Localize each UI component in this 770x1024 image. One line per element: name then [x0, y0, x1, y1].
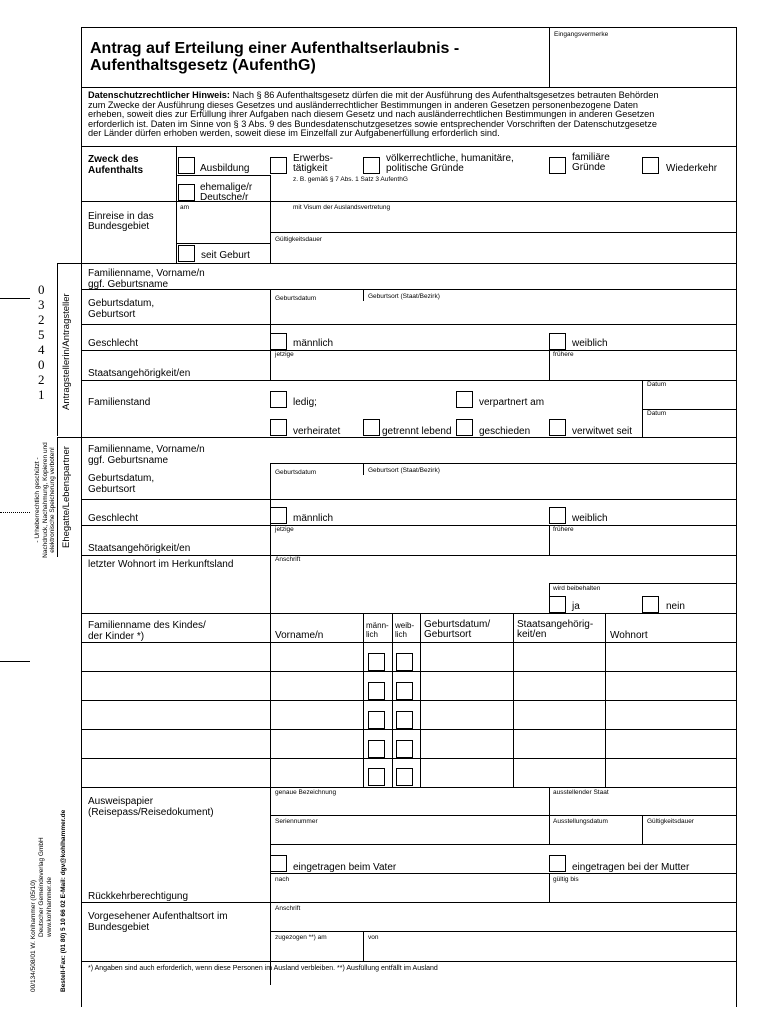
- wird-beibehalten-label: wird beibehalten: [553, 585, 601, 592]
- ledig-checkbox[interactable]: [270, 391, 287, 408]
- applicant-weiblich-checkbox[interactable]: [549, 333, 566, 350]
- form-number-digit: 0: [38, 282, 45, 297]
- getrennt-label: getrennt lebend: [382, 426, 452, 437]
- ledig-label: ledig;: [293, 397, 317, 408]
- ausweis-label: Ausweispapier (Reisepass/Reisedokument): [88, 796, 214, 818]
- row-divider: [81, 613, 737, 614]
- publisher-line: 00/134/508/01 W. Kohlhammer (05/10): [30, 879, 37, 992]
- applicant-jetzige-label: jetzige: [275, 351, 294, 358]
- child-weiblich-checkbox[interactable]: [396, 682, 413, 700]
- fold-mark: [0, 512, 30, 513]
- beibehalten-ja-checkbox[interactable]: [549, 596, 566, 613]
- copyright-line: elektronische Speicherung verboten!: [49, 447, 56, 553]
- datenschutz-text: Nach § 86 Aufenthaltsgesetz dürfen die mit der Ausführung des Aufenthaltsgesetzes betrauten Behörden: [232, 90, 659, 100]
- col-divider: [363, 289, 364, 301]
- form-number-digit: 2: [38, 312, 45, 327]
- ausbildung-label: Ausbildung: [200, 163, 250, 174]
- row-divider: [81, 555, 737, 556]
- spouse-weiblich-label: weiblich: [572, 513, 608, 524]
- datenschutz-text: erforderlich ist. Daten im Sinne von § 3 Abs. 9 des Bundesdatenschutzgesetzes sowie entsprechender Vorschriften der Datenschutzgesetze: [88, 118, 657, 129]
- child-weiblich-col-header: weib- lich: [395, 621, 415, 639]
- child-weiblich-checkbox[interactable]: [396, 711, 413, 729]
- col-divider: [549, 873, 550, 902]
- child-maennlich-checkbox[interactable]: [368, 682, 385, 700]
- col-divider: [270, 787, 271, 985]
- child-maennlich-checkbox[interactable]: [368, 768, 385, 786]
- section-divider: [57, 263, 58, 436]
- spouse-geburtsort-label: Geburtsort (Staat/Bezirk): [368, 467, 440, 474]
- eingangsvermerke-label: Eingangsvermerke: [554, 31, 609, 38]
- publisher-info: [30, 782, 54, 992]
- col-divider: [642, 409, 643, 437]
- punch-mark: [0, 661, 30, 662]
- col-divider: [363, 931, 364, 961]
- datenschutz-text: der Länder dürfen erhoben werden, soweit diese im Einzelfall zur Aufgabenerfüllung erforderlich sind.: [88, 128, 500, 139]
- row-divider: [81, 380, 737, 381]
- row-divider: [176, 175, 271, 176]
- spouse-weiblich-checkbox[interactable]: [549, 507, 566, 524]
- ausstellender-staat-label: ausstellender Staat: [553, 789, 609, 796]
- spouse-maennlich-label: männlich: [293, 513, 334, 524]
- col-divider: [270, 463, 271, 614]
- einreise-am-label: am: [180, 204, 190, 211]
- page-title: [90, 40, 459, 74]
- wiederkehr-label: Wiederkehr: [666, 163, 718, 174]
- row-divider: [81, 289, 737, 290]
- row-divider: [549, 583, 737, 584]
- beibehalten-nein-checkbox[interactable]: [642, 596, 659, 613]
- child-maennlich-col-header: männ- lich: [366, 621, 389, 639]
- voelkerrechtlich-label: völkerrechtliche, humanitäre, politische Gründe: [386, 153, 514, 174]
- col-divider: [549, 350, 550, 381]
- copyright-line: Nachdruck, Nachahmung, Kopieren und: [41, 442, 49, 558]
- form-number-digit: 5: [38, 327, 45, 342]
- einreise-label: Einreise in das Bundesgebiet: [88, 211, 154, 232]
- zugezogen-label: zugezogen **) am: [275, 934, 327, 941]
- bei-mutter-label: eingetragen bei der Mutter: [572, 862, 690, 873]
- row-divider: [270, 873, 737, 874]
- erwerbstaetigkeit-label: Erwerbs- tätigkeit: [293, 153, 334, 174]
- child-vorname-col-header: Vorname/n: [275, 630, 324, 641]
- einreise-gueltigkeit-label: Gültigkeitsdauer: [275, 236, 322, 243]
- seit-geburt-checkbox[interactable]: [178, 245, 195, 262]
- title-line: Aufenthaltsgesetz (AufenthG): [90, 57, 316, 74]
- ausweis-gueltigkeit-label: Gültigkeitsdauer: [647, 818, 694, 825]
- geschieden-label: geschieden: [479, 426, 531, 437]
- col-divider: [642, 380, 643, 410]
- section-divider: [57, 263, 737, 264]
- child-weiblich-checkbox[interactable]: [396, 768, 413, 786]
- eingangsvermerke-divider: [549, 27, 550, 87]
- von-label: von: [368, 934, 379, 941]
- beibehalten-nein-label: nein: [666, 601, 685, 612]
- verpartnert-checkbox[interactable]: [456, 391, 473, 408]
- row-divider: [270, 463, 737, 464]
- publisher-line: Deutscher Gemeindeverlag GmbH: [38, 837, 45, 937]
- form-number-digit: 3: [38, 297, 45, 312]
- copyright-notice: [34, 432, 57, 568]
- child-maennlich-checkbox[interactable]: [368, 653, 385, 671]
- applicant-familienstand-label: Familienstand: [88, 397, 151, 408]
- child-name-col-header: Familienname des Kindes/ der Kinder *): [88, 620, 206, 642]
- visum-label: mit Visum der Auslandsvertretung: [293, 204, 391, 211]
- title-line: Antrag auf Erteilung einer Aufenthaltserlaubnis -: [90, 40, 460, 57]
- row-divider: [270, 815, 737, 816]
- wiederkehr-checkbox[interactable]: [642, 157, 659, 174]
- applicant-name-label: Familienname, Vorname/n ggf. Geburtsname: [88, 268, 205, 290]
- ausbildung-checkbox[interactable]: [178, 157, 195, 174]
- zb-note: z. B. gemäß § 7 Abs. 1 Satz 3 AufenthG: [293, 176, 408, 183]
- child-staat-col-header: Staatsangehörig- keit/en: [517, 619, 594, 640]
- applicant-maennlich-label: männlich: [293, 338, 334, 349]
- form-number: [38, 282, 52, 402]
- row-divider: [81, 525, 737, 526]
- spouse-geschlecht-label: Geschlecht: [88, 513, 139, 524]
- spouse-fruehere-label: frühere: [553, 526, 574, 533]
- order-contact: Bestell-Fax: (01 80) 5 10 66 02 E-Mail: dgv@kohlhammer.de: [60, 809, 67, 992]
- spouse-anschrift-label: Anschrift: [275, 556, 301, 563]
- row-divider: [81, 961, 737, 962]
- child-weiblich-checkbox[interactable]: [396, 740, 413, 758]
- seriennummer-label: Seriennummer: [275, 818, 318, 825]
- child-maennlich-checkbox[interactable]: [368, 711, 385, 729]
- footnote: *) Angaben sind auch erforderlich, wenn diese Personen im Ausland verbleiben. **) Ausfüllung entfällt im Ausland: [88, 965, 438, 972]
- datenschutz-text: zum Zwecke der Ausführung dieses Gesetzes und ausländerrechtlicher Bestimmungen in anderen Gesetzen personenbezogene Daten: [88, 99, 639, 110]
- erwerbstaetigkeit-checkbox[interactable]: [270, 157, 287, 174]
- letzter-wohnort-label: letzter Wohnort im Herkunftsland: [88, 559, 234, 570]
- seit-geburt-label: seit Geburt: [201, 250, 250, 261]
- applicant-staatsang-label: Staatsangehörigkeit/en: [88, 368, 191, 379]
- ehegatte-section-label: Ehegatte/Lebenspartner: [61, 446, 72, 548]
- voelkerrechtlich-checkbox[interactable]: [363, 157, 380, 174]
- child-wohnort-col-header: Wohnort: [610, 630, 648, 641]
- child-maennlich-checkbox[interactable]: [368, 740, 385, 758]
- aufenthaltsort-label: Vorgesehener Aufenthaltsort im Bundesgebiet: [88, 911, 228, 933]
- form-number-digit: 2: [38, 372, 45, 387]
- spouse-name-label: Familienname, Vorname/n ggf. Geburtsname: [88, 444, 205, 466]
- bei-mutter-checkbox[interactable]: [549, 855, 566, 872]
- spouse-jetzige-label: jetzige: [275, 526, 294, 533]
- spouse-geburtsdatum-label: Geburtsdatum: [275, 469, 317, 476]
- section-divider: [81, 437, 82, 557]
- applicant-maennlich-checkbox[interactable]: [270, 333, 287, 350]
- section-divider: [57, 437, 737, 438]
- spouse-maennlich-checkbox[interactable]: [270, 507, 287, 524]
- row-divider: [81, 201, 737, 202]
- gueltig-bis-label: gültig bis: [553, 876, 579, 883]
- row-divider: [81, 787, 737, 788]
- beibehalten-ja-label: ja: [572, 601, 580, 612]
- col-divider: [642, 815, 643, 844]
- row-divider: [81, 324, 737, 325]
- form-number-digit: 1: [38, 387, 45, 402]
- punch-mark: [0, 298, 30, 299]
- zweck-label: Zweck des Aufenthalts: [88, 154, 143, 176]
- applicant-weiblich-label: weiblich: [572, 338, 608, 349]
- col-divider: [270, 176, 271, 263]
- nach-label: nach: [275, 876, 290, 883]
- copyright-line: - Urheberrechtlich geschützt -: [34, 457, 41, 543]
- col-divider: [549, 525, 550, 556]
- beim-vater-label: eingetragen beim Vater: [293, 862, 397, 873]
- datenschutz-text: erheben, soweit dies zur Erfüllung ihrer Aufgaben nach diesem Gesetz und nach ausländerrechtlichen Bestimmungen in anderen Gesetzen: [88, 109, 655, 120]
- applicant-geburtsdatum-label: Geburtsdatum: [275, 295, 317, 302]
- row-divider: [270, 931, 737, 932]
- spouse-geburtsdatum-ort-label: Geburtsdatum, Geburtsort: [88, 473, 155, 495]
- datenschutz-label: Datenschutzrechtlicher Hinweis:: [88, 90, 230, 100]
- row-divider: [270, 232, 737, 233]
- getrennt-checkbox[interactable]: [363, 419, 380, 436]
- form-number-digit: 4: [38, 342, 45, 357]
- ehemalige-deutsche-checkbox[interactable]: [178, 184, 195, 201]
- row-divider: [176, 243, 271, 244]
- publisher-line: www.kohlhammer.de: [46, 877, 53, 937]
- antragsteller-section-label: Antragstellerin/Antragsteller: [61, 293, 72, 410]
- col-divider: [363, 463, 364, 475]
- verpartnert-label: verpartnert am: [479, 397, 545, 408]
- row-divider: [81, 499, 737, 500]
- verheiratet-checkbox[interactable]: [270, 419, 287, 436]
- child-geburt-col-header: Geburtsdatum/ Geburtsort: [424, 619, 491, 640]
- ausstellungsdatum-label: Ausstellungsdatum: [553, 818, 608, 825]
- rueckkehr-label: Rückkehrberechtigung: [88, 891, 189, 902]
- verheiratet-label: verheiratet: [293, 426, 341, 437]
- ehemalige-deutsche-label: ehemalige/r Deutsche/r: [200, 182, 253, 203]
- child-weiblich-checkbox[interactable]: [396, 653, 413, 671]
- row-divider: [81, 902, 737, 903]
- section-divider: [57, 437, 58, 557]
- applicant-geschlecht-label: Geschlecht: [88, 338, 139, 349]
- aufenthaltsort-anschrift-label: Anschrift: [275, 905, 301, 912]
- applicant-datum1-label: Datum: [647, 381, 667, 388]
- familiaere-gruende-checkbox[interactable]: [549, 157, 566, 174]
- verwitwet-checkbox[interactable]: [549, 419, 566, 436]
- applicant-geburtsdatum-ort-label: Geburtsdatum, Geburtsort: [88, 298, 155, 320]
- applicant-geburtsort-label: Geburtsort (Staat/Bezirk): [368, 293, 440, 300]
- datenschutz-notice: [88, 91, 734, 139]
- form-number-digit: 0: [38, 357, 45, 372]
- col-divider: [176, 146, 177, 263]
- applicant-datum2-label: Datum: [647, 410, 667, 417]
- spouse-staatsang-label: Staatsangehörigkeit/en: [88, 543, 191, 554]
- genaue-bezeichnung-label: genaue Bezeichnung: [275, 789, 337, 796]
- familiaere-gruende-label: familiäre Gründe: [572, 152, 610, 173]
- row-divider: [81, 350, 737, 351]
- applicant-fruehere-label: frühere: [553, 351, 574, 358]
- row-divider: [270, 844, 737, 845]
- beim-vater-checkbox[interactable]: [270, 855, 287, 872]
- geschieden-checkbox[interactable]: [456, 419, 473, 436]
- verwitwet-label: verwitwet seit: [572, 426, 633, 437]
- row-divider: [81, 146, 737, 147]
